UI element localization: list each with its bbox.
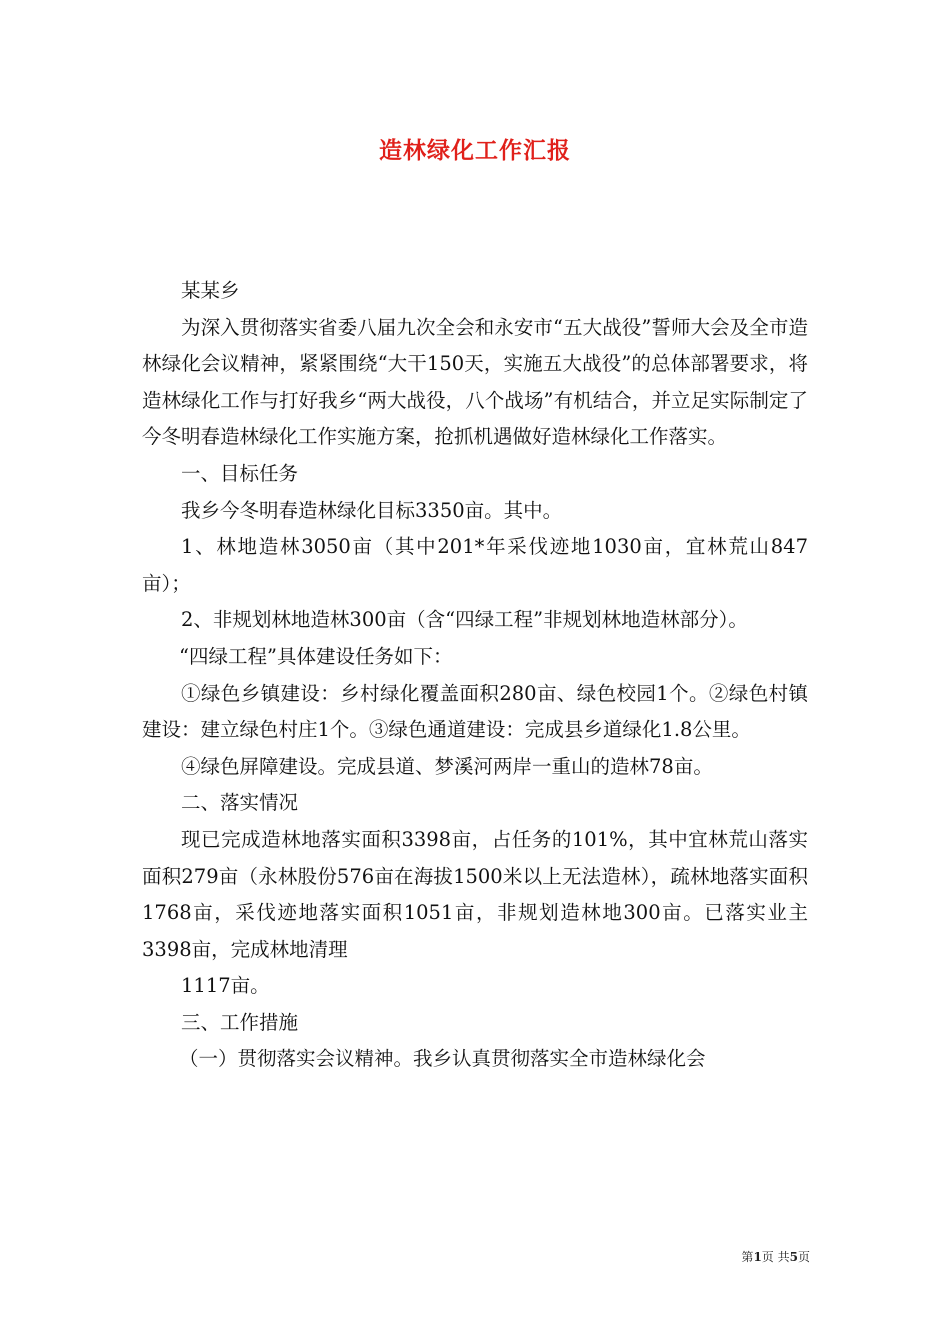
- footer-current-page: 1: [753, 1250, 762, 1264]
- paragraph-goal-total: 我乡今冬明春造林绿化目标3350亩。其中。: [181, 498, 563, 522]
- section-heading-goals: 一、目标任务: [181, 461, 299, 485]
- footer-prefix: 第: [741, 1250, 754, 1264]
- paragraph-implementation: 现已完成造林地落实面积3398亩，占任务的101%，其中宜林荒山落实面积279亩（永林股份576亩在海拔1500米以上无法造林），疏林地落实面积1768亩，采伐迹地落实面积1051亩，非规划造林地300亩。已落实业主3398亩，完成林地清理: [142, 827, 808, 961]
- paragraph-four-green-items: ①绿色乡镇建设：乡村绿化覆盖面积280亩、绿色校园1个。②绿色村镇建设：建立绿色村庄1个。③绿色通道建设：完成县乡道绿化1.8公里。: [142, 681, 808, 742]
- page-number-footer: [690, 1248, 810, 1265]
- paragraph-township: 某某乡: [181, 279, 240, 302]
- paragraph-four-green-intro: “四绿工程”具体建设任务如下：: [179, 644, 453, 668]
- paragraph-intro: 为深入贯彻落实省委八届九次全会和永安市“五大战役”誓师大会及全市造林绿化会议精神，紧紧围绕“大干150天，实施五大战役”的总体部署要求，将造林绿化工作与打好我乡“两大战役，八个战场”有机结合，并立足实际制定了今冬明春造林绿化工作实施方案，抢抓机遇做好造林绿化工作落实。: [142, 315, 808, 449]
- footer-suffix: 页: [797, 1250, 810, 1264]
- footer-middle: 页 共: [761, 1250, 790, 1264]
- section-heading-measures: 三、工作措施: [181, 1010, 299, 1034]
- paragraph-implementation-cont: 1117亩。: [181, 974, 270, 998]
- footer-total-pages: 5: [789, 1250, 798, 1264]
- paragraph-goal-item-1: 1、林地造林3050亩（其中201*年采伐迹地1030亩，宜林荒山847亩）；: [142, 535, 808, 595]
- paragraph-measure-1: （一）贯彻落实会议精神。我乡认真贯彻落实全市造林绿化会: [179, 1047, 706, 1071]
- document-title: 造林绿化工作汇报: [379, 137, 571, 164]
- document-body: [142, 273, 808, 1078]
- paragraph-goal-item-2: 2、非规划林地造林300亩（含“四绿工程”非规划林地造林部分）。: [181, 608, 748, 632]
- paragraph-four-green-item-4: ④绿色屏障建设。完成县道、梦溪河两岸一重山的造林78亩。: [181, 754, 713, 778]
- section-heading-implementation: 二、落实情况: [181, 791, 299, 815]
